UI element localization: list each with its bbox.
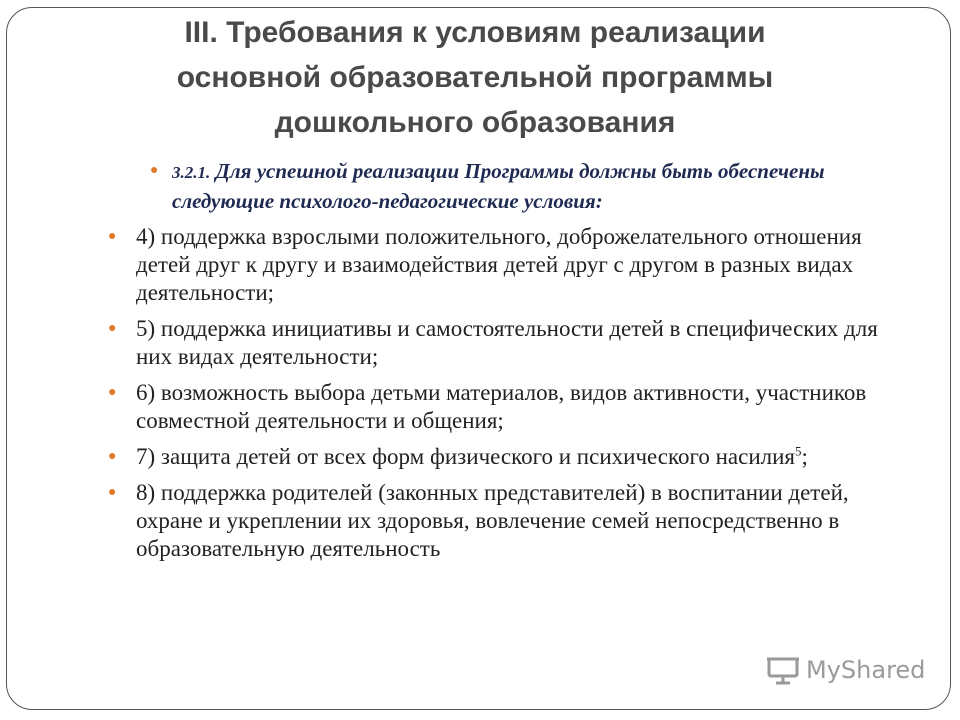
footnote-marker: 5 [795,443,802,459]
list-item-punct: ; [801,444,808,469]
bullet-icon: ● [108,385,117,400]
bullet-icon: ● [108,321,117,336]
list-item-text: 5) поддержка инициативы и самостоятельности детей в специфических для них видах деятельности; [136,316,878,369]
intro-text: Для успешной реализации Программы должны быть обеспечены следующие психолого-педагогические условия: [172,159,825,213]
list-item [108,479,908,563]
list-item [108,315,908,371]
list-item-text: 6) возможность выбора детьми материалов, видов активности, участников совместной деятельности и общения; [136,380,867,433]
list-item-text: 4) поддержка взрослыми положительного, доброжелательного отношения детей друг к другу и взаимодействия детей друг с другом в разных видах деятельности; [136,224,862,305]
watermark-brand: MyShared [806,656,926,684]
list-item [108,379,908,435]
watermark [766,655,925,685]
list-item-text: 8) поддержка родителей (законных представителей) в воспитании детей, охране и укреплении их здоровья, вовлечение семей непосредственно в образовательную деятельность [136,480,849,561]
title-line-1: III. Требования к условиям реализации [184,16,766,49]
bullet-icon: ● [150,163,159,178]
list-item-text: 7) защита детей от всех форм физического и психического насилия [136,444,796,469]
list-item [108,223,908,307]
bullet-icon: ● [108,485,117,500]
list-item [108,443,908,471]
title-line-3: дошкольного образования [274,106,676,139]
bullet-icon: ● [108,229,117,244]
bullet-icon: ● [108,449,117,464]
title-line-2: основной образовательной программы [176,61,774,94]
presentation-screen-icon [766,655,800,685]
slide-title [70,10,880,145]
conditions-list [108,223,908,571]
intro-number: 3.2.1. [172,163,211,182]
intro-paragraph [150,157,910,215]
